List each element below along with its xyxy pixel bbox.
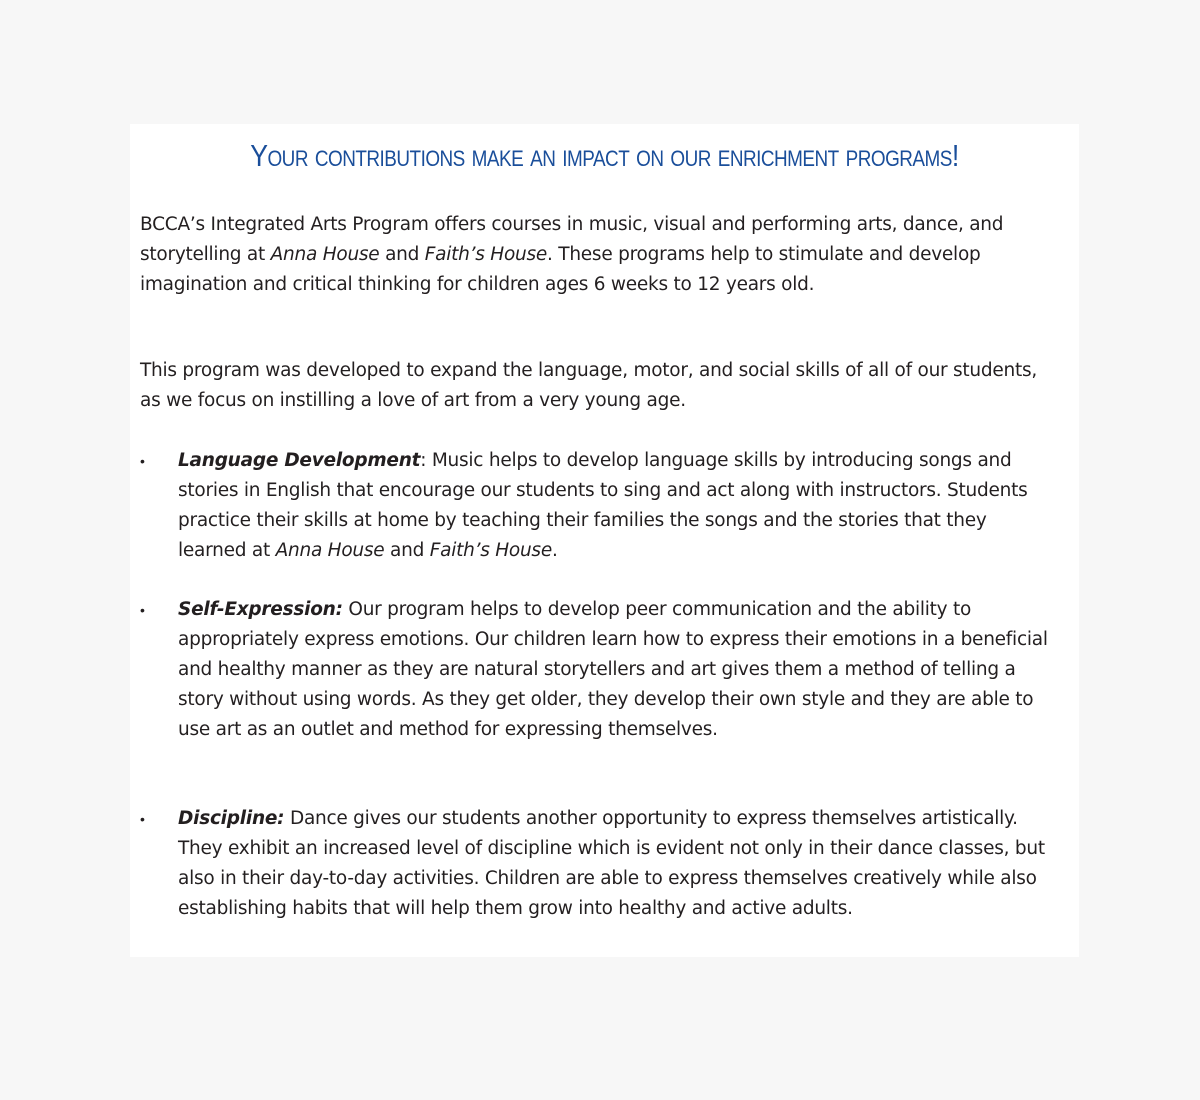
bullet-body: Our program helps to develop peer communication and the ability to appropriately express emotions. Our children learn how to express their emotions in a beneficial and healthy manner as they are natural storytellers and art gives them a method of telling a story without using words. As they get older, they develop their own style and they are able to use art as an outlet and method for expressing themselves. <box>178 599 1048 740</box>
bullet-icon: • <box>140 811 145 827</box>
intro-text: BCCA’s Integrated Arts Program offers courses in music, visual and performing arts, dance, and storytelling at <box>140 214 1004 265</box>
place-name-anna-house: Anna House <box>270 244 380 265</box>
bullet-lead: Self-Expression: <box>178 599 343 620</box>
bullet-icon: • <box>140 602 145 618</box>
conjunction: and <box>384 540 430 561</box>
place-name-faiths-house: Faith’s House <box>424 244 548 265</box>
bullet-text <box>178 804 1058 924</box>
conjunction: and <box>379 244 425 265</box>
intro-paragraph <box>140 210 1060 300</box>
bullet-body: Dance gives our students another opportunity to express themselves artistically. They exhibit an increased level of discipline which is evident not only in their dance classes, but also in their day-to-day activities. Children are able to express themselves creatively while also establishing habits that will help them grow into healthy and active adults. <box>178 808 1045 919</box>
content-card <box>130 124 1079 957</box>
bullet-icon: • <box>140 453 145 469</box>
page-title: Your contributions make an impact on our enrichment programs! <box>250 138 959 173</box>
bullet-text <box>178 446 1058 566</box>
program-paragraph: This program was developed to expand the language, motor, and social skills of all of our students, as we focus on instilling a love of art from a very young age. <box>140 360 1038 411</box>
intro-text-end: . These programs help to stimulate and develop imagination and critical thinking for children ages 6 weeks to 12 years old. <box>140 244 981 295</box>
bullet-lead: Language Development <box>178 450 421 471</box>
separator: : <box>420 450 432 471</box>
bullet-body: Music helps to develop language skills by introducing songs and stories in English that encourage our students to sing and act along with instructors. Students practice their skills at home by teaching their families the songs and the stories that they learned at <box>178 450 1028 561</box>
bullet-lead: Discipline: <box>178 808 285 829</box>
place-name-anna-house: Anna House <box>275 540 385 561</box>
bullet-text <box>178 595 1058 745</box>
place-name-faiths-house: Faith’s House <box>429 540 552 561</box>
period: . <box>551 540 558 561</box>
